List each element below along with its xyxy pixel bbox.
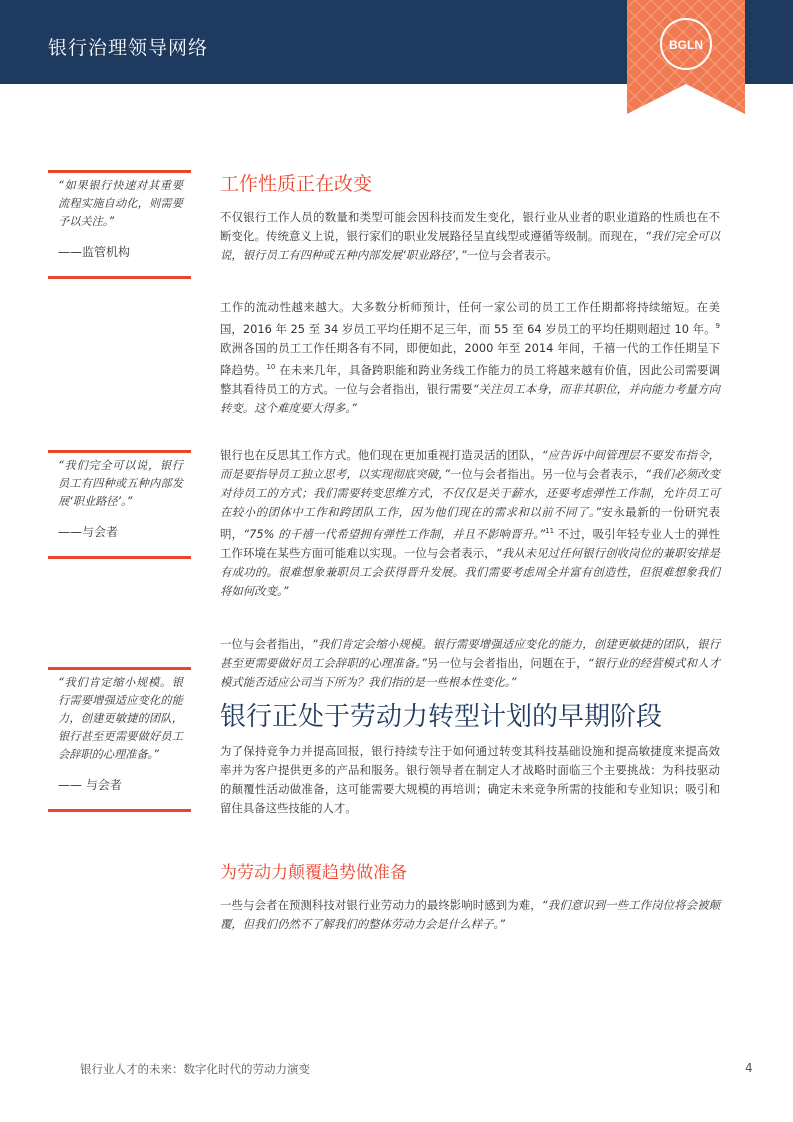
quote-text: “我从未见过任何银行创收岗位的兼职安排是有成功的。很难想象兼职员工会获得晋升发展。我们需要考虑周全并富有创造性，但很难想象我们将如何改变。” bbox=[220, 545, 720, 598]
text: 工作的流动性越来越大。大多数分析师预计，任何一家公司的员工工作任期都将持续缩短。在美国，2016 年 25 至 34 岁员工平均任期不足三年，而 55 至 64 岁员工的平均任期则超过 10 年。 bbox=[220, 300, 720, 336]
text: 安永最新的一份研究表明， bbox=[220, 505, 720, 541]
divider bbox=[48, 276, 191, 279]
text: 一些与会者在预测科技对银行业劳动力的最终影响时感到为难， bbox=[220, 898, 542, 912]
quote-text: “应告诉中间管理层不要发布指令，而是要指导员工独立思考，以实现彻底突破，” bbox=[220, 448, 720, 481]
pull-quote: “如果银行快速对其重要流程实施自动化，则需要予以关注。” bbox=[58, 179, 183, 228]
section-subheading: 为劳动力颠覆趋势做准备 bbox=[220, 863, 407, 883]
quote-text: “75% 的千禧一代希望拥有弹性工作制，并且不影响晋升。” bbox=[243, 526, 546, 541]
footnote-11: 11 bbox=[545, 527, 555, 535]
paragraph-6 bbox=[220, 896, 720, 934]
quote-attribution: —— 与会者 bbox=[58, 778, 122, 792]
pull-quote: “我们完全可以说，银行员工有四种或五种内部发展‘职业路径’。” bbox=[58, 459, 183, 508]
bgln-logo-badge bbox=[627, 0, 745, 114]
text: 不过，吸引年轻专业人士的弹性工作环境在某些方面可能难以实现。一位与会者表示， bbox=[220, 526, 720, 560]
footer-title: 银行业人才的未来：数字化时代的劳动力演变 bbox=[80, 1062, 310, 1076]
sidebar-quote-3 bbox=[48, 667, 191, 812]
page-number: 4 bbox=[745, 1061, 753, 1075]
section-work-nature bbox=[220, 169, 720, 196]
quote-attribution: ——与会者 bbox=[58, 525, 119, 539]
quote-text: “我们完全可以说，银行员工有四种或五种内部发展‘职业路径’，” bbox=[220, 229, 720, 262]
section-heading: 工作性质正在改变 bbox=[220, 173, 373, 195]
text: 不仅银行工作人员的数量和类型可能会因科技而发生变化，银行业从业者的职业道路的性质也在不断变化。传统意义上说，银行家们的职业发展路径呈直线型或遵循等级制。而现在， bbox=[220, 210, 720, 243]
paragraph-3 bbox=[220, 446, 720, 601]
section-heading: 银行正处于劳动力转型计划的早期阶段 bbox=[220, 702, 663, 732]
paragraph-5 bbox=[220, 742, 720, 818]
paragraph-2 bbox=[220, 298, 720, 418]
pull-quote: “我们肯定缩小规模。银行需要增强适应变化的能力，创建更敏捷的团队，银行甚至更需要做好员工会辞职的心理准备。” bbox=[58, 676, 183, 761]
text: 欧洲各国的员工工作任期各有不同，即便如此，2000 年至 2014 年间，千禧一代的工作任期呈下降趋势。 bbox=[220, 340, 720, 377]
sidebar-quote-1 bbox=[48, 170, 191, 279]
text: 银行也在反思其工作方式。他们现在更加重视打造灵活的团队， bbox=[220, 448, 542, 462]
footnote-9: 9 bbox=[715, 322, 720, 330]
quote-attribution: ——监管机构 bbox=[58, 245, 131, 259]
quote-text: “我们必须改变对待员工的方式；我们需要转变思维方式，不仅仅是关于薪水，还要考虑弹性工作制，允许员工可在较小的团体中工作和跨团队工作，因为他们现在的需求和以前不同了。” bbox=[220, 467, 720, 519]
quote-text: “关注员工本身，而非其职位，并向能力考量方向转变。这个难度要大得多。” bbox=[220, 381, 720, 415]
quote-text: “我们意识到一些工作岗位将会被颠覆，但我们仍然不了解我们的整体劳动力会是什么样子。” bbox=[220, 898, 720, 931]
quote-text: “我们肯定会缩小规模。银行需要增强适应变化的能力，创建更敏捷的团队，银行甚至更需要做好员工会辞职的心理准备。” bbox=[220, 637, 720, 670]
section-transformation bbox=[220, 696, 720, 733]
text: 一位与会者表示。 bbox=[466, 248, 558, 262]
divider bbox=[48, 809, 191, 812]
sidebar-quote-2 bbox=[48, 450, 191, 559]
header-title: 银行治理领导网络 bbox=[48, 37, 209, 59]
text: 一位与会者指出， bbox=[220, 637, 312, 651]
text: 为了保持竞争力并提高回报，银行持续专注于如何通过转变其科技基础设施和提高敏捷度来提高效率并为客户提供更多的产品和服务。银行领导者在制定人才战略时面临三个主要挑战：为科技驱动的颠覆性活动做准备，这可能需要大规模的再培训；确定未来竞争所需的技能和专业知识；吸引和留住具备这些技能的人才。 bbox=[220, 744, 720, 815]
divider bbox=[48, 556, 191, 559]
text: 另一位与会者指出，问题在于， bbox=[426, 656, 588, 670]
quote-text: “银行业的经营模式和人才模式能否适应公司当下所为？我们指的是一些根本性变化。” bbox=[220, 656, 720, 689]
section-disruption bbox=[220, 858, 720, 883]
text: 一位与会者指出。另一位与会者表示， bbox=[449, 467, 646, 481]
paragraph-4 bbox=[220, 635, 720, 692]
paragraph-1 bbox=[220, 208, 720, 265]
footnote-10: 10 bbox=[266, 362, 276, 371]
text: 在未来几年，具备跨职能和跨业务线工作能力的员工将越来越有价值，因此公司需要调整其看待员工的方式。一位与会者指出，银行需要 bbox=[220, 362, 720, 396]
badge-text: BGLN bbox=[669, 38, 703, 52]
